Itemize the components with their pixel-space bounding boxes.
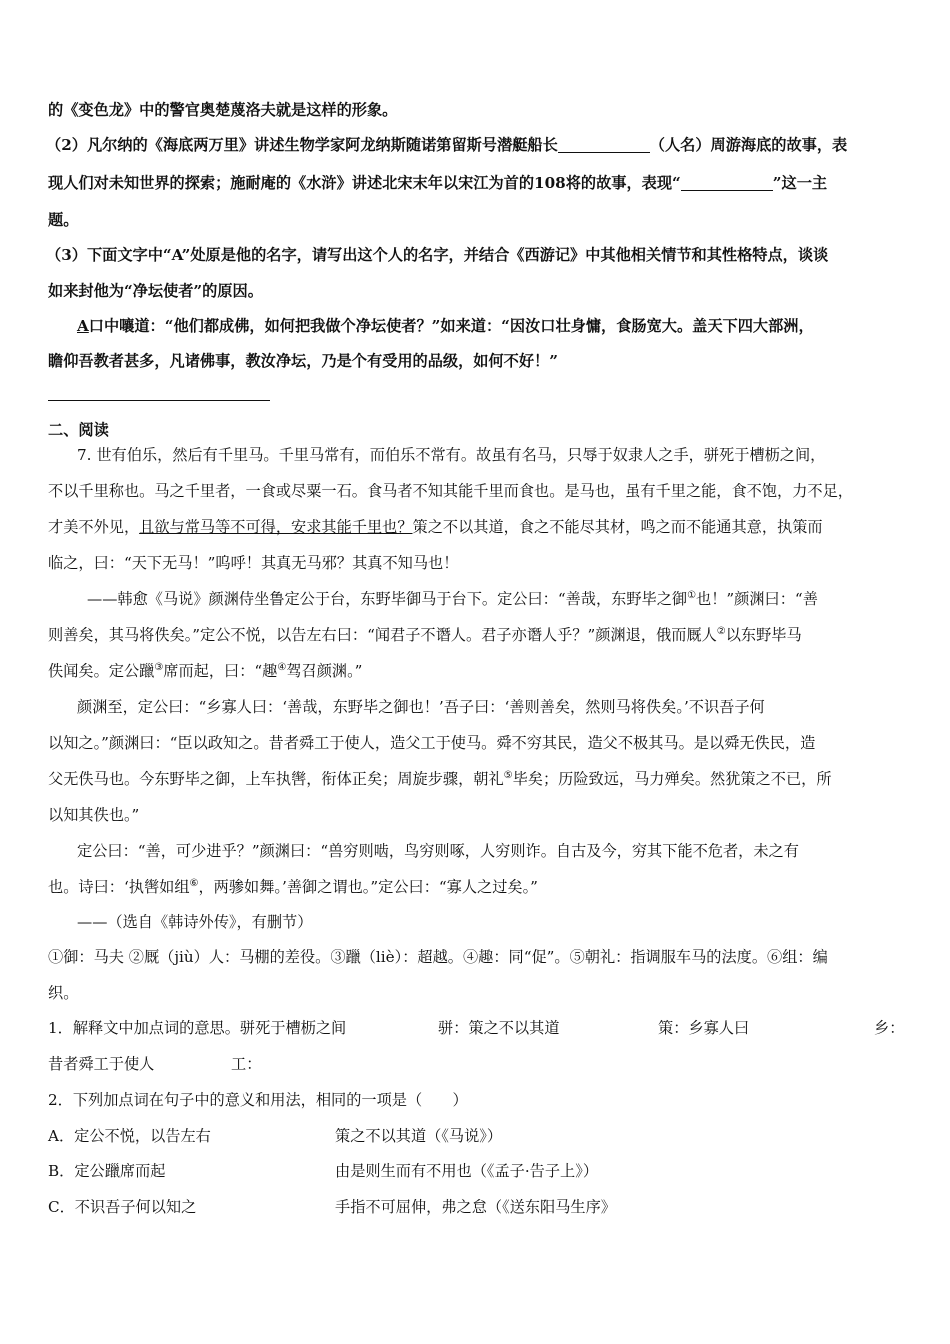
text-span: 以知其佚也。” — [48, 806, 140, 824]
question-1 — [48, 1053, 908, 1075]
text-span: 骈：策之不以其道 — [438, 1019, 560, 1037]
text-span: 御：马夫 ②厩（jiù）人：马棚的差役。③躐（liè）：超越。④趣：同“促”。⑤朝礼：指调服车马的法度。⑥组：编 — [63, 948, 828, 966]
text-line — [48, 209, 908, 231]
text-span: 昔者舜工于使人 — [48, 1055, 155, 1073]
text-span: ”这一主 — [772, 174, 828, 192]
text-span: 则善矣，其马将佚矣。”定公不悦，以告左右曰：“闻君子不谮人。君子亦谮人乎？”颜渊退，俄而厩人 — [48, 626, 717, 644]
text-span: （3）下面文字中“A”处原是他的名字，请写出这个人的名字，并结合《西游记》中其他相关情节和其性格特点，谈谈 — [46, 246, 829, 264]
text-span: 才美不外见， — [48, 518, 140, 536]
text-span: 驾召颜渊。” — [286, 662, 363, 680]
text-span: 策：乡寡人曰 — [658, 1019, 750, 1037]
passage-line — [48, 660, 908, 682]
text-span: 以东野毕马 — [725, 626, 802, 644]
option-b[interactable] — [48, 1160, 908, 1182]
question-3-text — [48, 280, 908, 302]
option-label: C．不识吾子何以知之 — [48, 1198, 197, 1216]
option-label: A．定公不悦，以告左右 — [48, 1127, 211, 1145]
underlined-sentence: 且欲与常马等不可得，安求其能千里也？ — [139, 518, 413, 536]
passage-line — [77, 840, 937, 862]
question-3-text — [46, 244, 906, 266]
answer-blank[interactable] — [558, 136, 650, 153]
text-span: 也。诗曰：‘执辔如组 — [48, 878, 190, 896]
text-line — [48, 99, 908, 121]
footnote-mark: ④ — [277, 661, 287, 673]
passage-line — [48, 552, 908, 574]
answer-blank[interactable] — [681, 174, 773, 191]
text-span: 策之不以其道，食之不能尽其材，鸣之而不能通其意，执策而 — [412, 518, 823, 536]
text-span: 以知之。”颜渊曰：“臣以政知之。昔者舜工于使人，造父工于使马。舜不穷其民，造父不极其马。是以舜无佚民，造 — [48, 734, 816, 752]
section-title — [48, 419, 908, 441]
passage-line — [48, 516, 908, 538]
text-span: 也！”颜渊曰：“善 — [696, 590, 818, 608]
quote-line — [48, 350, 908, 372]
text-span: 不以千里称也。马之千里者，一食或尽粟一石。食马者不知其能千里而食也。是马也，虽有千里之能，食不饱，力不足， — [48, 482, 853, 500]
placeholder-a: A — [77, 317, 89, 335]
answer-line[interactable] — [48, 400, 270, 401]
passage-line — [48, 480, 908, 502]
text-span: 毕矣；历险致远，马力殚矣。然犹策之不已，所 — [512, 770, 832, 788]
passage-line — [48, 768, 908, 790]
footnotes — [48, 946, 908, 968]
question-1 — [48, 1017, 908, 1039]
question-2-text — [48, 172, 908, 194]
text-span: ① — [48, 948, 64, 966]
passage-line — [48, 804, 908, 826]
passage-line — [77, 696, 937, 718]
passage-line — [48, 876, 908, 898]
text-span: 临之，曰：“天下无马！”呜呼！其真无马邪？其真不知马也！ — [48, 554, 459, 572]
option-a[interactable] — [48, 1125, 908, 1147]
option-compare: 由是则生而有不用也（《孟子·告子上》） — [335, 1162, 599, 1180]
text-span: 瞻仰吾教者甚多，凡诸佛事，教汝净坛，乃是个有受用的品级，如何不好！” — [48, 352, 558, 370]
text-span: 口中嚷道：“他们都成佛，如何把我做个净坛使者？”如来道：“因汝口壮身慵，食肠宽大。盖天下四大部洲， — [88, 317, 814, 335]
text-span: 父无佚马也。今东野毕之御，上车执辔，衔体正矣；周旋步骤，朝礼 — [48, 770, 504, 788]
passage-line — [48, 732, 908, 754]
text-span: 现人们对未知世界的探索；施耐庵的《水浒》讲述北宋末年以宋江为首的108将的故事，表现“ — [48, 174, 681, 192]
option-compare: 手指不可屈伸，弗之怠（《送东阳马生序》 — [335, 1198, 616, 1216]
option-c[interactable] — [48, 1196, 908, 1218]
text-span: 题。 — [48, 211, 79, 229]
footnote-mark: ③ — [154, 661, 164, 673]
text-span: ，两骖如舞。’善御之谓也。”定公曰：“寡人之过矣。” — [198, 878, 538, 896]
question-2-text — [46, 134, 906, 156]
text-span: 1．解释文中加点词的意思。骈死于槽枥之间 — [48, 1019, 347, 1037]
text-span: 如来封他为“净坛使者”的原因。 — [48, 282, 263, 300]
passage-line — [87, 588, 947, 610]
text-span: 席而起，曰：“趣 — [163, 662, 278, 680]
passage-line — [77, 444, 937, 466]
text-span: 织。 — [48, 984, 79, 1002]
passage-line — [48, 624, 908, 646]
footnote-mark: ⑤ — [503, 769, 513, 781]
footnotes — [48, 982, 908, 1004]
quote-line — [77, 315, 937, 337]
source-citation — [77, 911, 937, 933]
footnote-mark: ① — [687, 589, 697, 601]
footnote-mark: ② — [716, 625, 726, 637]
text-span: 工： — [231, 1055, 262, 1073]
text-span: 二、阅读 — [48, 421, 109, 439]
footnote-mark: ⑥ — [189, 877, 199, 889]
option-label: B．定公躐席而起 — [48, 1162, 166, 1180]
text-span: 7. 世有伯乐，然后有千里马。千里马常有，而伯乐不常有。故虽有名马，只辱于奴隶人之手，骈死于槽枥之间， — [77, 446, 826, 464]
text-span: ——韩愈《马说》颜渊侍坐鲁定公于台，东野毕御马于台下。定公曰：“善哉，东野毕之御 — [87, 590, 688, 608]
text-span: 佚闻矣。定公躐 — [48, 662, 155, 680]
option-compare: 策之不以其道（《马说》） — [335, 1127, 503, 1145]
text-span: （2）凡尔纳的《海底两万里》讲述生物学家阿龙纳斯随诺第留斯号潜艇船长 — [46, 136, 558, 154]
text-span: （人名）周游海底的故事，表 — [649, 136, 848, 154]
text-span: 定公曰：“善，可少进乎？”颜渊曰：“兽穷则啮，鸟穷则啄，人穷则诈。自古及今，穷其下能不危者，未之有 — [77, 842, 799, 860]
text-span: 的《变色龙》中的警官奥楚蔑洛夫就是这样的形象。 — [48, 101, 398, 119]
text-span: 2．下列加点词在句子中的意义和用法，相同的一项是（ ） — [48, 1091, 468, 1109]
text-span: 颜渊至，定公曰：“乡寡人曰：‘善哉，东野毕之御也！’吾子曰：‘善则善矣，然则马将佚矣。’不识吾子何 — [77, 698, 765, 716]
text-span: 乡： — [874, 1019, 905, 1037]
question-2-stem — [48, 1089, 908, 1111]
text-span: ——（选自《韩诗外传》，有删节） — [77, 913, 313, 931]
